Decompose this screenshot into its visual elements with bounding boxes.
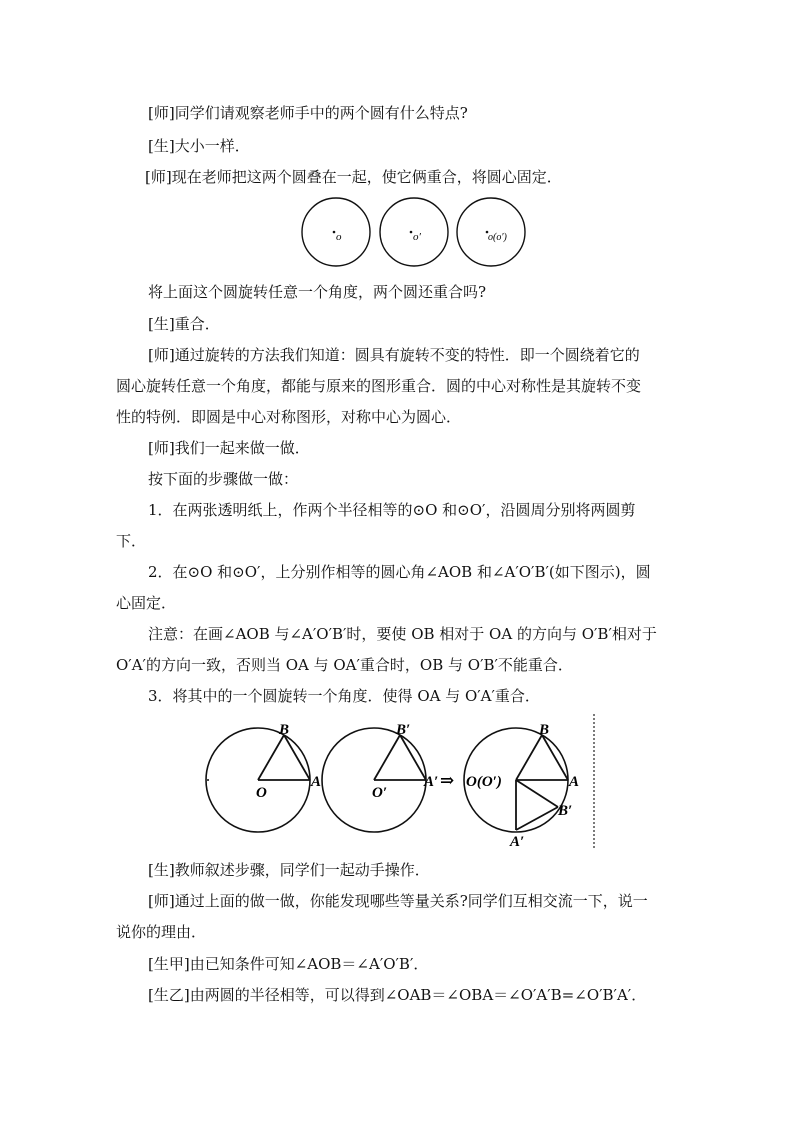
para-equal-relations-2: 说你的理由．: [116, 923, 207, 941]
figure-central-angles: [200, 712, 605, 852]
para-student-answer: [生]大小一样．: [148, 137, 250, 155]
para-rotation-3: 性的特例．即圆是中心对称图形，对称中心为圆心．: [116, 408, 462, 426]
center-dot-o-prime: [410, 231, 413, 234]
para-rotate-question: 将上面这个圆旋转任意一个角度，两个圆还重合吗?: [148, 283, 487, 301]
implies-arrow: ⇒: [440, 771, 455, 790]
c2-label-a: A′: [424, 774, 439, 790]
figure-three-circles: [290, 194, 530, 272]
c3-label-b-prime: B′: [558, 803, 573, 819]
c3-label-o: O(O′): [466, 774, 502, 790]
para-student-jia: [生甲]由已知条件可知∠AOB＝∠A′O′B′．: [148, 955, 429, 973]
para-student-yi: [生乙]由两圆的半径相等，可以得到∠OAB＝∠OBA＝∠O′A′B=∠O′B′A′．: [148, 986, 647, 1004]
note-line-2: O′A′的方向一致，否则当 OA 与 OA′重合时，OB 与 O′B′不能重合．: [116, 656, 573, 674]
label-o: o: [336, 231, 342, 243]
c3-label-a-prime: A′: [510, 834, 525, 850]
c1-label-o: O: [256, 785, 267, 801]
label-o-prime: o′: [413, 231, 421, 243]
step-3: 3．将其中的一个圆旋转一个角度．使得 OA 与 O′A′重合．: [148, 687, 540, 705]
note-line-1: 注意：在画∠AOB 与∠A′O′B′时，要使 OB 相对于 OA 的方向与 O′B′相对于: [148, 625, 657, 643]
c1-label-b: B: [279, 722, 290, 738]
para-teacher-overlap: [师]现在老师把这两个圆叠在一起，使它俩重合，将圆心固定．: [145, 168, 562, 186]
label-o-overlap: o(o′): [488, 232, 507, 243]
para-do-together: [师]我们一起来做一做．: [148, 439, 310, 457]
para-rotation-2: 圆心旋转任意一个角度，都能与原来的图形重合．圆的中心对称性是其旋转不变: [116, 377, 642, 395]
step-2-line-1: 2．在⊙O 和⊙O′，上分别作相等的圆心角∠AOB 和∠A′O′B′(如下图示)，圆: [148, 563, 651, 581]
c2-label-o: O′: [372, 785, 388, 801]
center-dot-o: [333, 231, 336, 234]
para-steps-intro: 按下面的步骤做一做：: [148, 470, 299, 488]
c1-label-a: A: [311, 774, 322, 790]
para-equal-relations-1: [师]通过上面的做一做，你能发现哪些等量关系?同学们互相交流一下，说一: [148, 892, 648, 910]
para-rotation-1: [师]通过旋转的方法我们知道：圆具有旋转不变的特性．即一个圆绕着它的: [148, 346, 640, 364]
para-student-operate: [生]教师叙述步骤，同学们一起动手操作．: [148, 861, 430, 879]
c3-label-a: A: [569, 774, 580, 790]
c3-label-b: B: [539, 722, 550, 738]
para-student-coincide: [生]重合．: [148, 315, 220, 333]
step-1-line-1: 1．在两张透明纸上，作两个半径相等的⊙O 和⊙O′，沿圆周分别将两圆剪: [148, 501, 636, 519]
step-1-line-2: 下．: [116, 532, 147, 550]
step-2-line-2: 心固定．: [116, 594, 177, 612]
para-teacher-question: [师]同学们请观察老师手中的两个圆有什么特点?: [148, 104, 468, 122]
c2-label-b: B′: [396, 722, 411, 738]
